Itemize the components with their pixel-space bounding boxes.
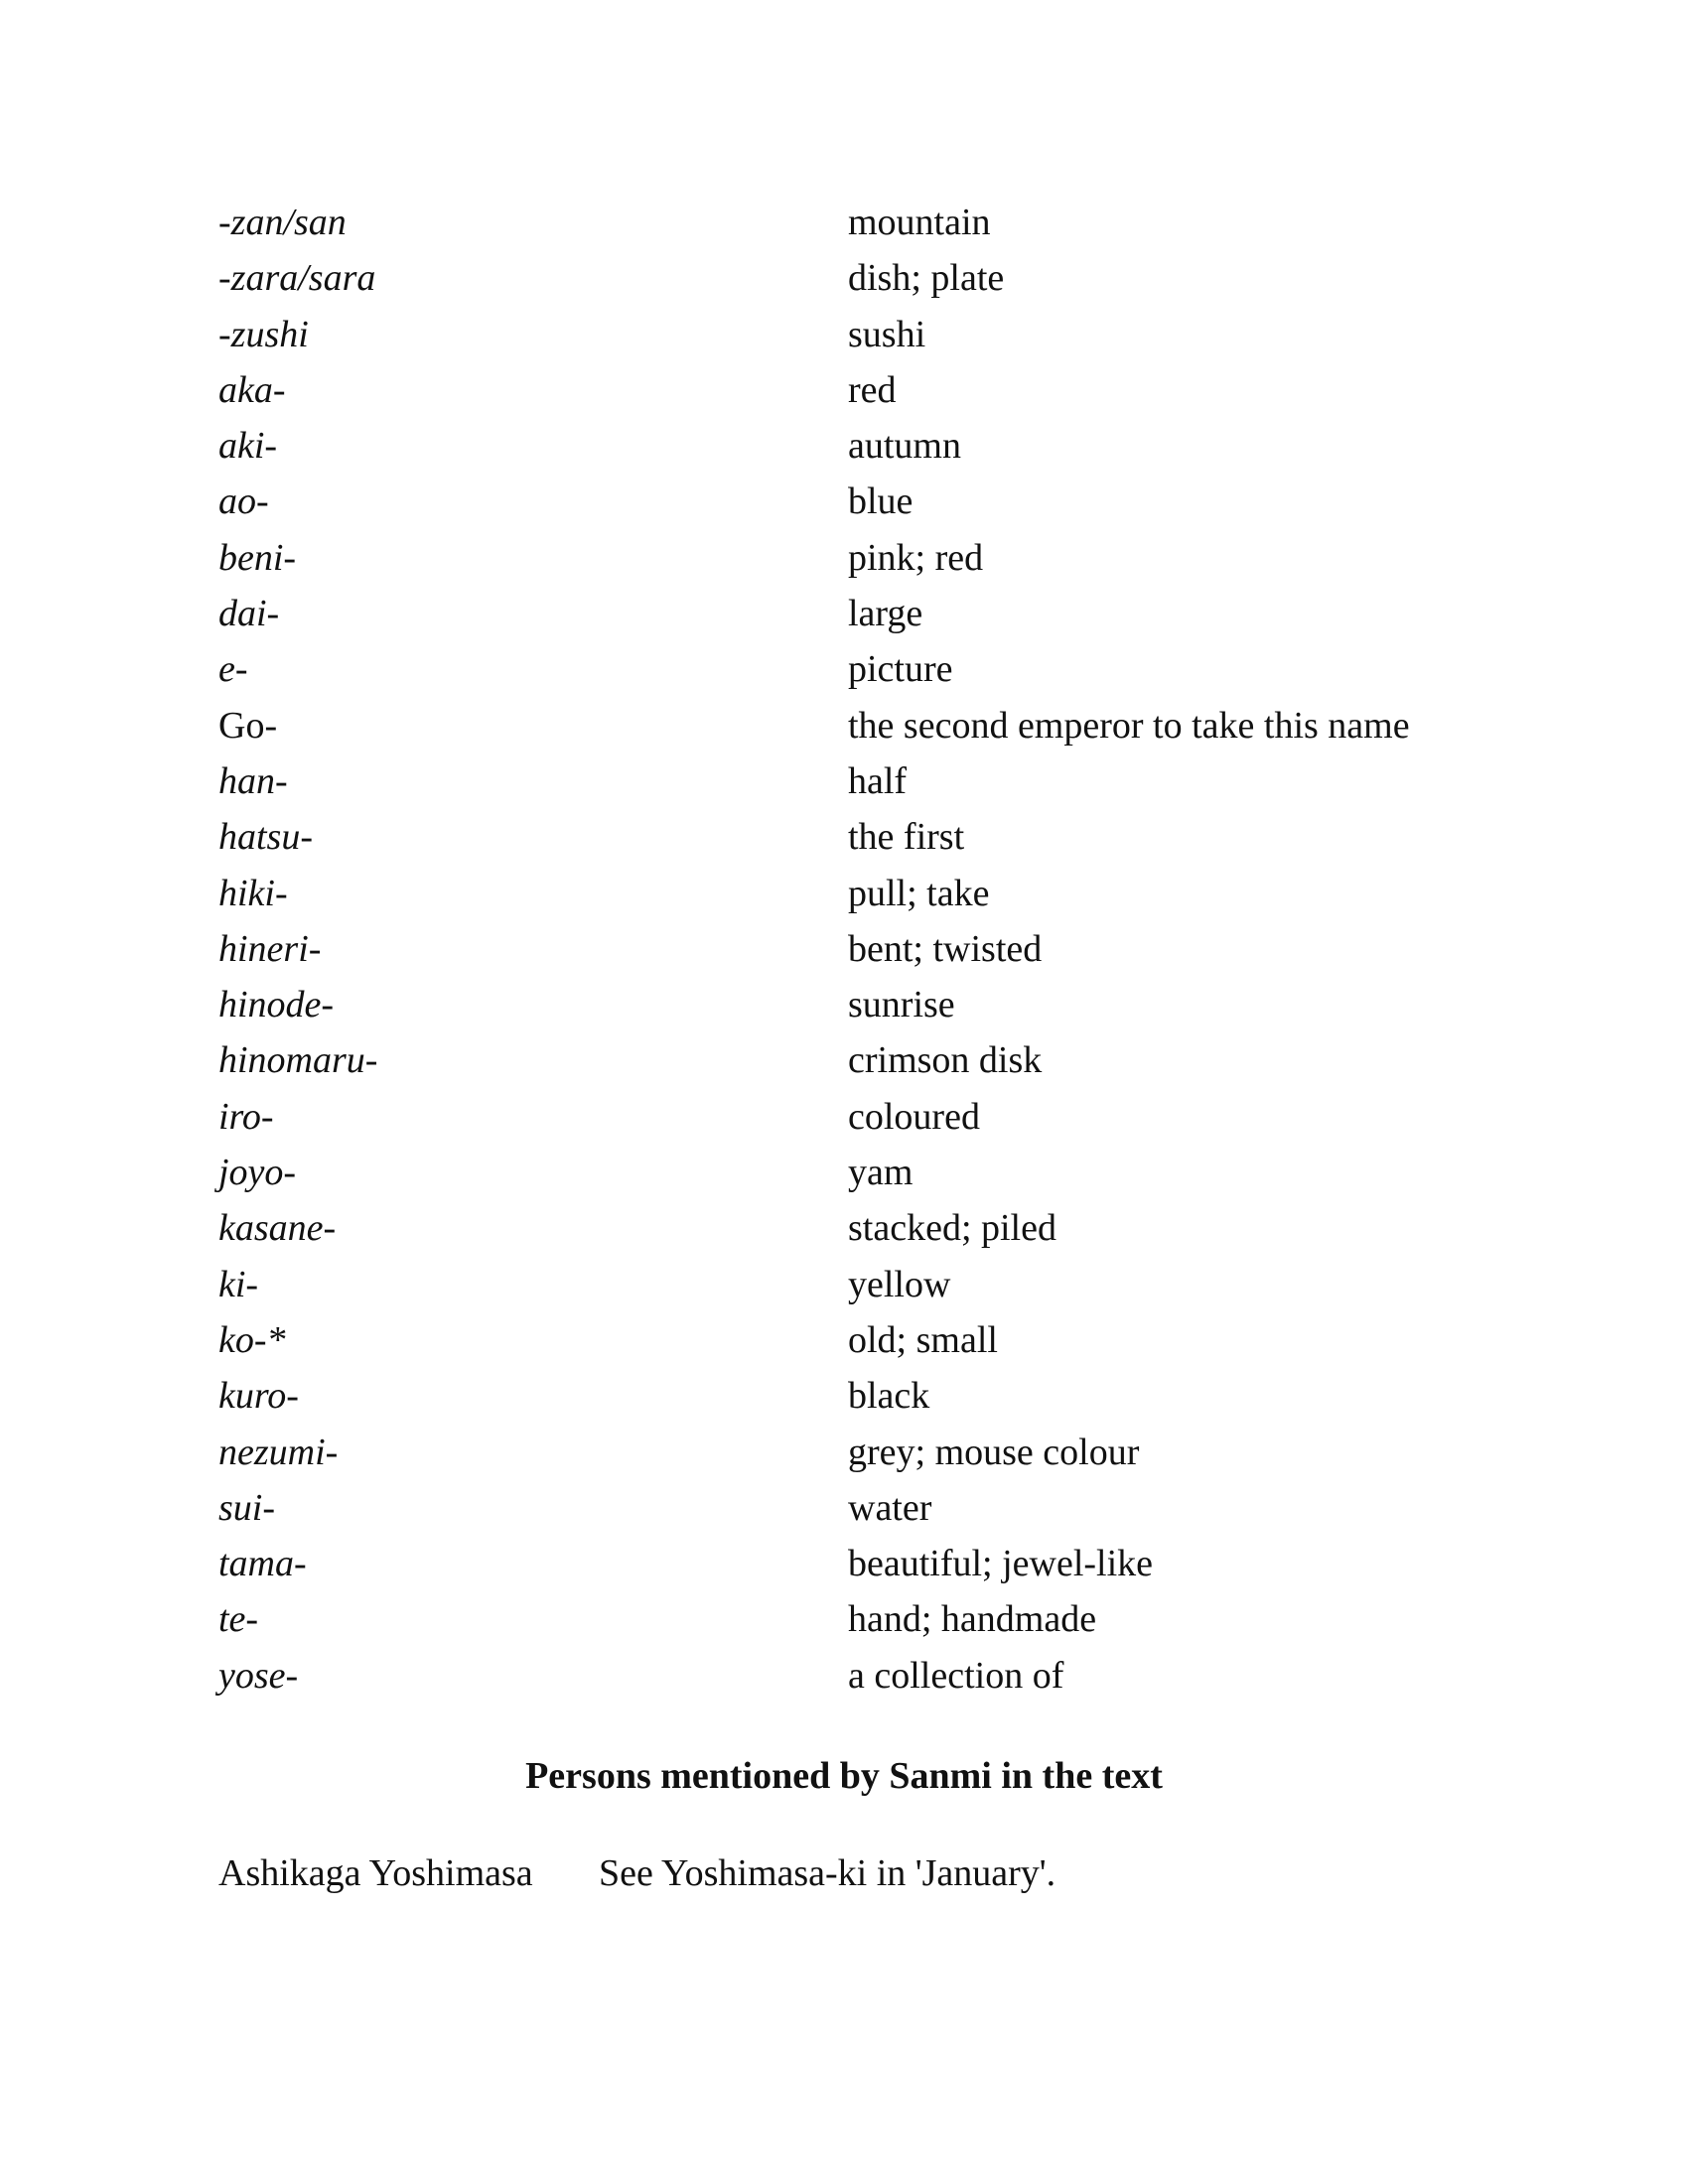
glossary-row — [218, 1591, 1509, 1647]
glossary-term: nezumi- — [218, 1431, 339, 1473]
glossary-row — [218, 753, 1509, 809]
glossary-row — [218, 641, 1509, 697]
glossary-row — [218, 362, 1509, 418]
glossary-term: e- — [218, 648, 248, 691]
glossary-term: aka- — [218, 368, 286, 411]
glossary-meaning: half — [848, 759, 908, 802]
glossary-meaning: sushi — [848, 313, 926, 355]
glossary-row — [218, 866, 1509, 921]
glossary-row — [218, 307, 1509, 362]
glossary-term: hatsu- — [218, 816, 313, 859]
glossary-row — [218, 250, 1509, 306]
glossary-term: ko-* — [218, 1318, 286, 1361]
glossary-term: sui- — [218, 1486, 275, 1529]
glossary-meaning: crimson disk — [848, 1039, 1043, 1082]
glossary-term: iro- — [218, 1095, 274, 1138]
glossary-meaning: yam — [848, 1152, 914, 1194]
glossary-meaning: yellow — [848, 1263, 951, 1305]
glossary-meaning: beautiful; jewel-like — [848, 1543, 1154, 1585]
glossary-meaning: the first — [848, 816, 965, 859]
glossary-meaning: coloured — [848, 1095, 980, 1138]
glossary-row — [218, 1032, 1509, 1088]
glossary-term: kuro- — [218, 1375, 299, 1418]
glossary-term: aki- — [218, 425, 278, 468]
glossary-row — [218, 921, 1509, 977]
glossary-meaning: blue — [848, 480, 914, 523]
glossary-meaning: pink; red — [848, 536, 984, 579]
glossary-meaning: a collection of — [848, 1654, 1064, 1697]
glossary-row — [218, 1425, 1509, 1480]
person-name: Ashikaga Yoshimasa — [218, 1852, 533, 1894]
glossary-term: ao- — [218, 480, 269, 523]
glossary-meaning: autumn — [848, 425, 961, 468]
glossary-term: -zara/sara — [218, 257, 376, 300]
glossary-row — [218, 1480, 1509, 1536]
glossary-table — [218, 195, 1509, 1704]
glossary-row — [218, 1536, 1509, 1591]
glossary-term: beni- — [218, 536, 297, 579]
glossary-row — [218, 977, 1509, 1032]
glossary-meaning: dish; plate — [848, 257, 1005, 300]
glossary-meaning: red — [848, 368, 897, 411]
glossary-meaning: stacked; piled — [848, 1207, 1056, 1250]
persons-section-heading: Persons mentioned by Sanmi in the text — [525, 1755, 1163, 1797]
glossary-row — [218, 418, 1509, 474]
person-entry — [218, 1850, 1055, 1896]
glossary-term: tama- — [218, 1543, 307, 1585]
glossary-meaning: sunrise — [848, 984, 955, 1026]
glossary-meaning: pull; take — [848, 872, 990, 914]
glossary-row — [218, 698, 1509, 753]
glossary-meaning: mountain — [848, 202, 991, 243]
glossary-row — [218, 530, 1509, 586]
glossary-row — [218, 195, 1509, 250]
glossary-term: hinode- — [218, 984, 335, 1026]
glossary-row — [218, 1312, 1509, 1368]
glossary-term: -zushi — [218, 313, 309, 355]
glossary-row — [218, 1200, 1509, 1256]
glossary-row — [218, 1648, 1509, 1704]
glossary-meaning: old; small — [848, 1318, 998, 1361]
glossary-term: -zan/san — [218, 202, 347, 243]
glossary-meaning: large — [848, 593, 923, 635]
person-note: See Yoshimasa-ki in 'January'. — [599, 1852, 1056, 1894]
glossary-meaning: water — [848, 1486, 932, 1529]
glossary-term: yose- — [218, 1654, 299, 1697]
glossary-term: dai- — [218, 593, 280, 635]
glossary-row — [218, 1145, 1509, 1200]
glossary-row — [218, 809, 1509, 865]
glossary-meaning: hand; handmade — [848, 1598, 1097, 1641]
glossary-meaning: picture — [848, 648, 953, 691]
glossary-term: hinomaru- — [218, 1039, 378, 1082]
glossary-term: ki- — [218, 1263, 259, 1305]
glossary-meaning: bent; twisted — [848, 927, 1043, 970]
glossary-term: hineri- — [218, 927, 322, 970]
glossary-term: hiki- — [218, 872, 288, 914]
glossary-term: joyo- — [218, 1152, 297, 1194]
glossary-term: Go- — [218, 704, 278, 747]
glossary-row — [218, 474, 1509, 529]
glossary-meaning: grey; mouse colour — [848, 1431, 1140, 1473]
glossary-row — [218, 1089, 1509, 1145]
glossary-meaning: black — [848, 1375, 930, 1418]
glossary-meaning: the second emperor to take this name — [848, 704, 1410, 747]
glossary-row — [218, 586, 1509, 641]
glossary-row — [218, 1368, 1509, 1424]
glossary-term: te- — [218, 1598, 259, 1641]
glossary-term: han- — [218, 759, 288, 802]
glossary-row — [218, 1257, 1509, 1312]
glossary-term: kasane- — [218, 1207, 337, 1250]
